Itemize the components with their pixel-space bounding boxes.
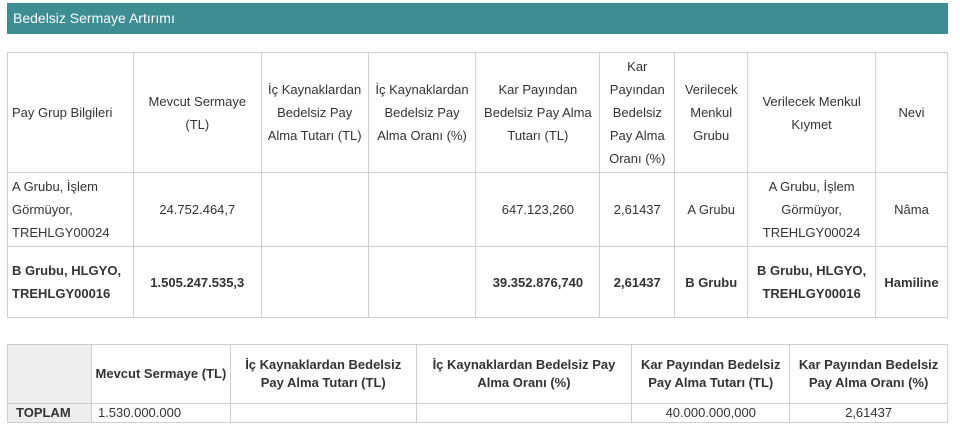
total-kar-payi-tutar: 40.000.000,000 [632,404,790,423]
header-kar-payi-tutar: Kar Payından Bedelsiz Pay Alma Tutarı (TL) [632,345,790,404]
total-ic-kaynak-oran [416,404,632,423]
cell-menkul-kiymet: A Grubu, İşlem Görmüyor, TREHLGY00024 [748,173,876,247]
header-ic-kaynak-oran: İç Kaynaklardan Bedelsiz Pay Alma Oranı (%) [368,53,476,173]
cell-kar-payi-tutar: 647.123,260 [476,173,600,247]
header-corner [8,345,92,404]
header-pay-grup-bilgileri: Pay Grup Bilgileri [8,53,134,173]
capital-increase-table [7,52,948,318]
total-table [7,344,948,423]
header-ic-kaynak-oran: İç Kaynaklardan Bedelsiz Pay Alma Oranı (%) [416,345,632,404]
total-mevcut-sermaye: 1.530.000.000 [91,404,230,423]
cell-ic-kaynak-tutar [261,247,368,318]
cell-kar-payi-oran: 2,61437 [600,247,675,318]
cell-mevcut-sermaye: 24.752.464,7 [133,173,261,247]
cell-ic-kaynak-oran [368,247,476,318]
header-mevcut-sermaye: Mevcut Sermaye (TL) [133,53,261,173]
header-ic-kaynak-tutar: İç Kaynaklardan Bedelsiz Pay Alma Tutarı (TL) [261,53,368,173]
header-kar-payi-oran: Kar Payından Bedelsiz Pay Alma Oranı (%) [600,53,675,173]
header-ic-kaynak-tutar: İç Kaynaklardan Bedelsiz Pay Alma Tutarı (TL) [230,345,416,404]
cell-kar-payi-tutar: 39.352.876,740 [476,247,600,318]
table-row [8,247,948,318]
table-row [8,173,948,247]
cell-nevi: Nâma [876,173,948,247]
total-row [8,404,948,423]
header-mevcut-sermaye: Mevcut Sermaye (TL) [91,345,230,404]
header-nevi: Nevi [876,53,948,173]
header-menkul-grubu: Verilecek Menkul Grubu [675,53,748,173]
cell-ic-kaynak-tutar [261,173,368,247]
cell-mevcut-sermaye: 1.505.247.535,3 [133,247,261,318]
table-header-row [8,53,948,173]
cell-nevi: Hamiline [876,247,948,318]
cell-menkul-kiymet: B Grubu, HLGYO, TREHLGY00016 [748,247,876,318]
cell-pay-grup: B Grubu, HLGYO, TREHLGY00016 [8,247,134,318]
total-ic-kaynak-tutar [230,404,416,423]
cell-pay-grup: A Grubu, İşlem Görmüyor, TREHLGY00024 [8,173,134,247]
header-menkul-kiymet: Verilecek Menkul Kıymet [748,53,876,173]
header-kar-payi-tutar: Kar Payından Bedelsiz Pay Alma Tutarı (TL) [476,53,600,173]
cell-menkul-grubu: B Grubu [675,247,748,318]
header-kar-payi-oran: Kar Payından Bedelsiz Pay Alma Oranı (%) [790,345,948,404]
total-header-row [8,345,948,404]
cell-kar-payi-oran: 2,61437 [600,173,675,247]
cell-ic-kaynak-oran [368,173,476,247]
total-label: TOPLAM [8,404,92,423]
cell-menkul-grubu: A Grubu [675,173,748,247]
total-kar-payi-oran: 2,61437 [790,404,948,423]
section-title: Bedelsiz Sermaye Artırımı [7,3,948,34]
